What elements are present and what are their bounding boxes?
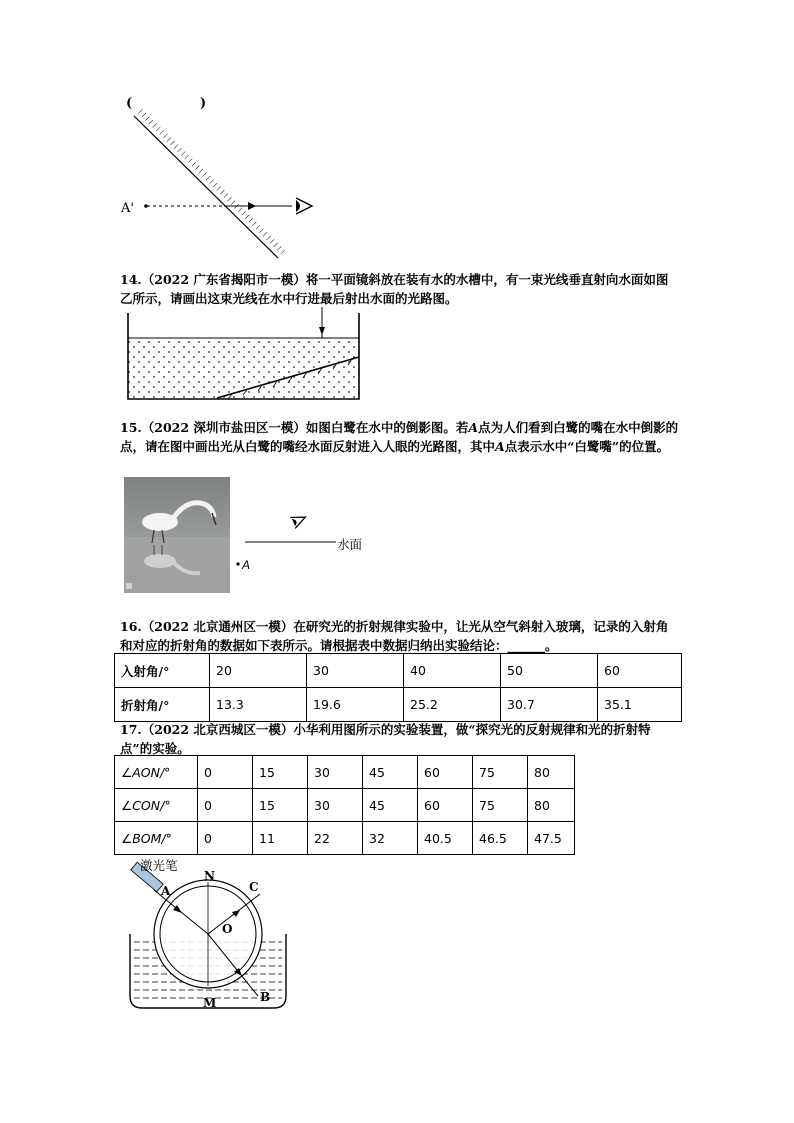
laser-label: 激光笔 [140, 858, 178, 873]
table-cell: 47.5 [528, 822, 575, 855]
table-cell: 45 [363, 789, 418, 822]
table-row [115, 756, 575, 789]
table-row-header: ∠BOM/° [115, 822, 198, 855]
table-cell: 15 [253, 756, 308, 789]
table-cell: 0 [198, 789, 253, 822]
table-cell: 40 [404, 654, 501, 688]
table-row-header: ∠AON/° [115, 756, 198, 789]
water-surface-label: 水面 [337, 538, 363, 552]
table-row [115, 822, 575, 855]
mirror-line [134, 116, 278, 258]
table-cell: 60 [418, 789, 473, 822]
question-15-text-2: 点为人们看到白鹭的嘴在水中倒影的点，请在图中画出光从白鹭的嘴经水面反射进入人眼的光路图，其中 [120, 420, 679, 454]
label-c: C [249, 880, 259, 894]
table-cell: 60 [598, 654, 682, 688]
question-15-text-3: 点表示水中“白鹭嘴”的位置。 [504, 439, 670, 454]
question-17-text: 17.（2022 北京西城区一模）小华利用图所示的实验装置，做“探究光的反射规律和光的折射特点”的实验。 [120, 722, 651, 756]
table-row [115, 789, 575, 822]
table-cell: 50 [501, 654, 598, 688]
fig17 [124, 858, 294, 1013]
table-cell: 75 [473, 789, 528, 822]
question-15-point-a: A [468, 420, 479, 435]
table-row [115, 688, 682, 722]
bracket-right: ) [200, 96, 207, 111]
table-cell: 25.2 [404, 688, 501, 722]
table-cell: 22 [308, 822, 363, 855]
label-m: M [203, 996, 217, 1010]
table-row-header: 折射角/° [115, 688, 210, 722]
table-cell: 60 [418, 756, 473, 789]
question-15-point-a-2: A [495, 439, 505, 454]
point-a-prime-label: A' [121, 201, 134, 216]
table-cell: 40.5 [418, 822, 473, 855]
table-cell: 30 [307, 654, 404, 688]
table-cell: 0 [198, 756, 253, 789]
question-14 [120, 270, 680, 308]
fig14-water-tank [122, 305, 372, 405]
table-cell: 0 [198, 822, 253, 855]
table-cell: 19.6 [307, 688, 404, 722]
question-17 [120, 720, 680, 758]
question-16 [120, 617, 680, 655]
mirror-diagram [110, 92, 330, 267]
table-row-header: ∠CON/° [115, 789, 198, 822]
table-cell: 30 [308, 789, 363, 822]
point-a-label: A [242, 558, 251, 572]
angle-table [114, 755, 575, 855]
table-cell: 46.5 [473, 822, 528, 855]
table-cell: 80 [528, 789, 575, 822]
table-cell: 35.1 [598, 688, 682, 722]
table-cell: 45 [363, 756, 418, 789]
table-cell: 75 [473, 756, 528, 789]
fig13 [110, 92, 330, 267]
table-cell: 80 [528, 756, 575, 789]
question-15 [120, 418, 680, 456]
table-cell: 30.7 [501, 688, 598, 722]
table-cell: 11 [253, 822, 308, 855]
bracket-left: ( [126, 96, 133, 111]
table-cell: 30 [308, 756, 363, 789]
label-n: N [204, 869, 215, 883]
question-14-text: 14.（2022 广东省揭阳市一模）将一平面镜斜放在装有水的水槽中，有一束光线垂直射向水面如图乙所示，请画出这束光线在水中行进最后射出水面的光路图。 [120, 272, 669, 306]
table-cell: 20 [210, 654, 307, 688]
eye-icon [290, 512, 308, 529]
table-cell: 32 [363, 822, 418, 855]
egret-photo [124, 477, 230, 593]
table-cell: 15 [253, 789, 308, 822]
eye-icon [296, 198, 312, 214]
refraction-table [114, 653, 682, 722]
question-15-text-1: 15.（2022 深圳市盐田区一模）如图白鹭在水中的倒影图。若 [120, 420, 469, 435]
label-a: A [161, 884, 171, 898]
question-16-text: 16.（2022 北京通州区一模）在研究光的折射规律实验中，让光从空气斜射入玻璃，记录的入射角和对应的折射角的数据如下表所示。请根据表中数据归纳出实验结论：______。 [120, 619, 669, 653]
table-cell: 13.3 [210, 688, 307, 722]
table-row [115, 654, 682, 688]
table-row-header: 入射角/° [115, 654, 210, 688]
label-o: O [222, 922, 233, 936]
label-b: B [260, 990, 271, 1004]
